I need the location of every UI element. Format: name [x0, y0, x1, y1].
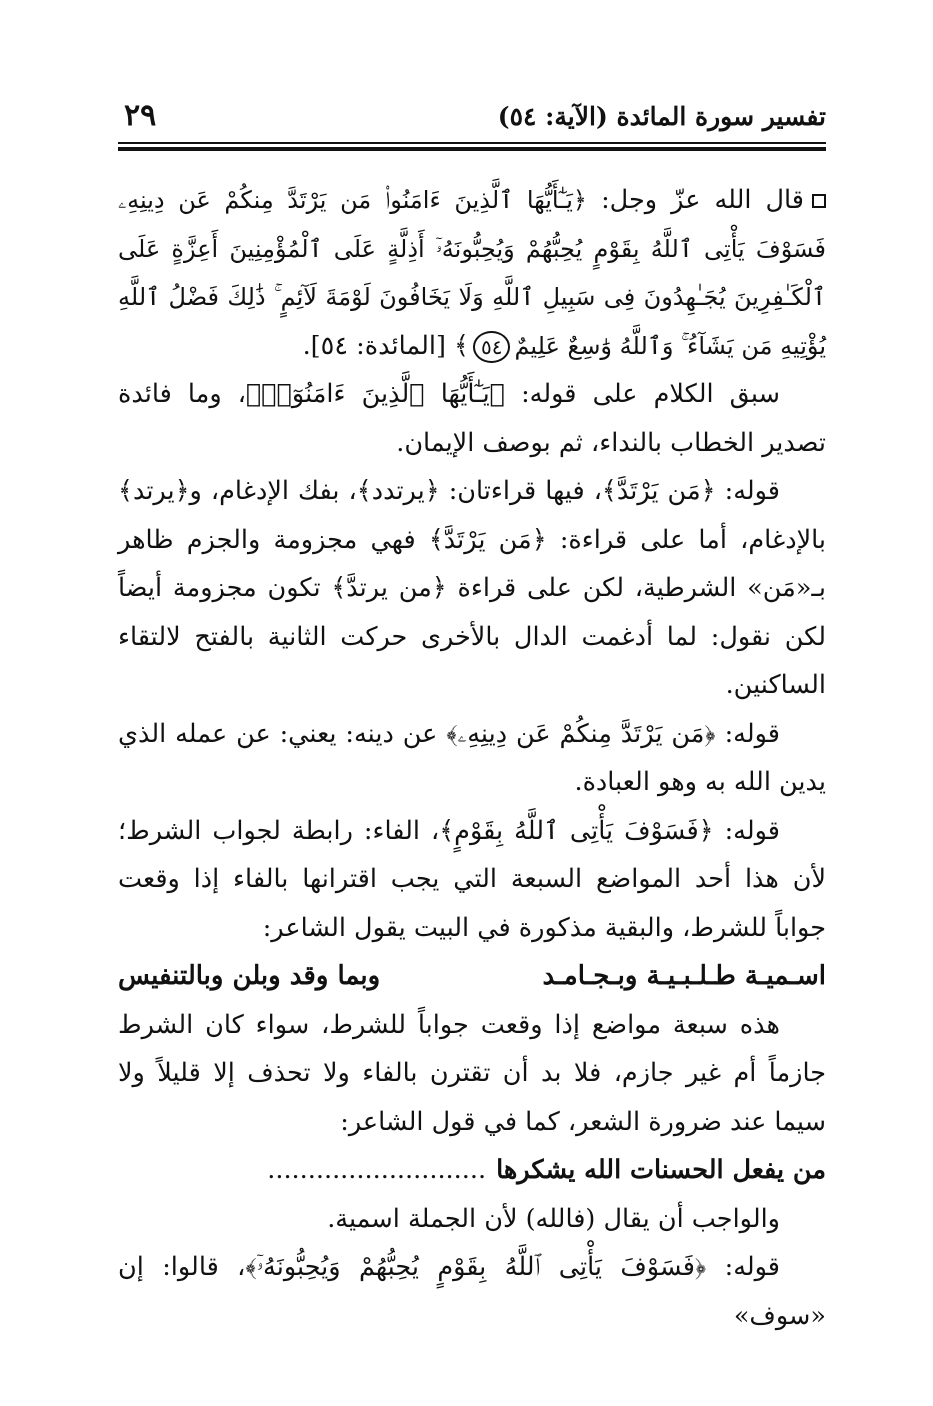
paragraph-8: قوله: ﴿فَسَوْفَ يَأْتِى ٱللَّهُ بِقَوْمٍ يُحِبُّهُمْ وَيُحِبُّونَهُۥٓ﴾، قالوا: إن «سوف»	[118, 1252, 826, 1331]
verse-number-marker: ٥٤	[473, 331, 510, 363]
verse-reference: ﴾ [المائدة: ٥٤].	[302, 330, 469, 361]
paragraph-7: والواجب أن يقال (فالله) لأن الجملة اسمية.	[327, 1203, 780, 1234]
square-bullet-icon	[812, 194, 826, 208]
paragraph-2: سبق الكلام على قوله: ﴿يَـٰٓأَيُّهَا ٱلَّذِينَ ءَامَنُوٓا۟﴾، وما فائدة تصدير الخطاب بالنداء، ثم بوصف الإيمان.	[118, 379, 826, 458]
poem-verse-1	[118, 952, 826, 1001]
poem-hemistich-left: وبما وقد وبلن وبالتنفيس	[118, 961, 381, 991]
paragraph-verse-quote	[118, 176, 826, 370]
page-header	[118, 96, 826, 138]
poem-line-text: من يفعل الحسنات الله يشكرها	[496, 1155, 826, 1185]
page-body	[118, 176, 826, 1340]
poem-hemistich-right: اسـميـة طـلـبـيـة وبـجـامـد	[542, 961, 826, 991]
poem-ellipsis: ...........................	[267, 1155, 487, 1185]
verse-intro: قال الله عزّ وجل:	[587, 185, 804, 215]
paragraph-5: قوله: ﴿فَسَوْفَ يَأْتِى ٱللَّهُ بِقَوْمٍ﴾، الفاء: رابطة لجواب الشرط؛ لأن هذا أحد المواضع السبعة التي يجب اقترانها بالفاء إذا وقعت جواباً للشرط، والبقية مذكورة في البيت يقول الشاعر:	[118, 815, 826, 943]
running-title: تفسير سورة المائدة (الآية: ٥٤)	[497, 102, 826, 131]
poem-verse-2	[118, 1146, 826, 1195]
quran-verse: ﴿يَـٰٓأَيُّهَا ٱلَّذِينَ ءَامَنُوا۟ مَن يَرْتَدَّ مِنكُمْ عَن دِينِهِۦ فَسَوْفَ يَأْتِى ٱللَّهُ بِقَوْمٍ يُحِبُّهُمْ وَيُحِبُّونَهُۥٓ أَذِلَّةٍ عَلَى ٱلْمُؤْمِنِينَ أَعِزَّةٍ عَلَى ٱلْكَـٰفِرِينَ يُجَـٰهِدُونَ فِى سَبِيلِ ٱللَّهِ وَلَا يَخَافُونَ لَوْمَةَ لَآئِمٍ ۚ ذَٰلِكَ فَضْلُ ٱللَّهِ يُؤْتِيهِ مَن يَشَآءُ ۚ وَٱللَّهُ وَٰسِعٌ عَلِيمٌ	[118, 186, 826, 360]
header-double-rule	[118, 142, 826, 151]
page-number: ٢٩	[124, 98, 157, 133]
paragraph-6: هذه سبعة مواضع إذا وقعت جواباً للشرط، سواء كان الشرط جازماً أم غير جازم، فلا بد أن تقترن بالفاء ولا تحذف إلا قليلاً ولا سيما عند ضرورة الشعر، كما في قول الشاعر:	[118, 1009, 826, 1137]
paragraph-3: قوله: ﴿مَن يَرْتَدَّ﴾، فيها قراءتان: ﴿يرتدد﴾، بفك الإدغام، و﴿يرتد﴾ بالإدغام، أما على قراءة: ﴿مَن يَرْتَدَّ﴾ فهي مجزومة والجزم ظاهر بـ«مَن» الشرطية، لكن على قراءة ﴿من يرتدَّ﴾ تكون مجزومة أيضاً لكن نقول: لما أدغمت الدال بالأخرى حركت الثانية بالفتح لالتقاء الساكنين.	[118, 476, 826, 700]
book-page	[118, 96, 826, 1386]
paragraph-4: قوله: ﴿مَن يَرْتَدَّ مِنكُمْ عَن دِينِهِۦ﴾ عن دينه: يعني: عن عمله الذي يدين الله به وهو العبادة.	[118, 718, 826, 797]
